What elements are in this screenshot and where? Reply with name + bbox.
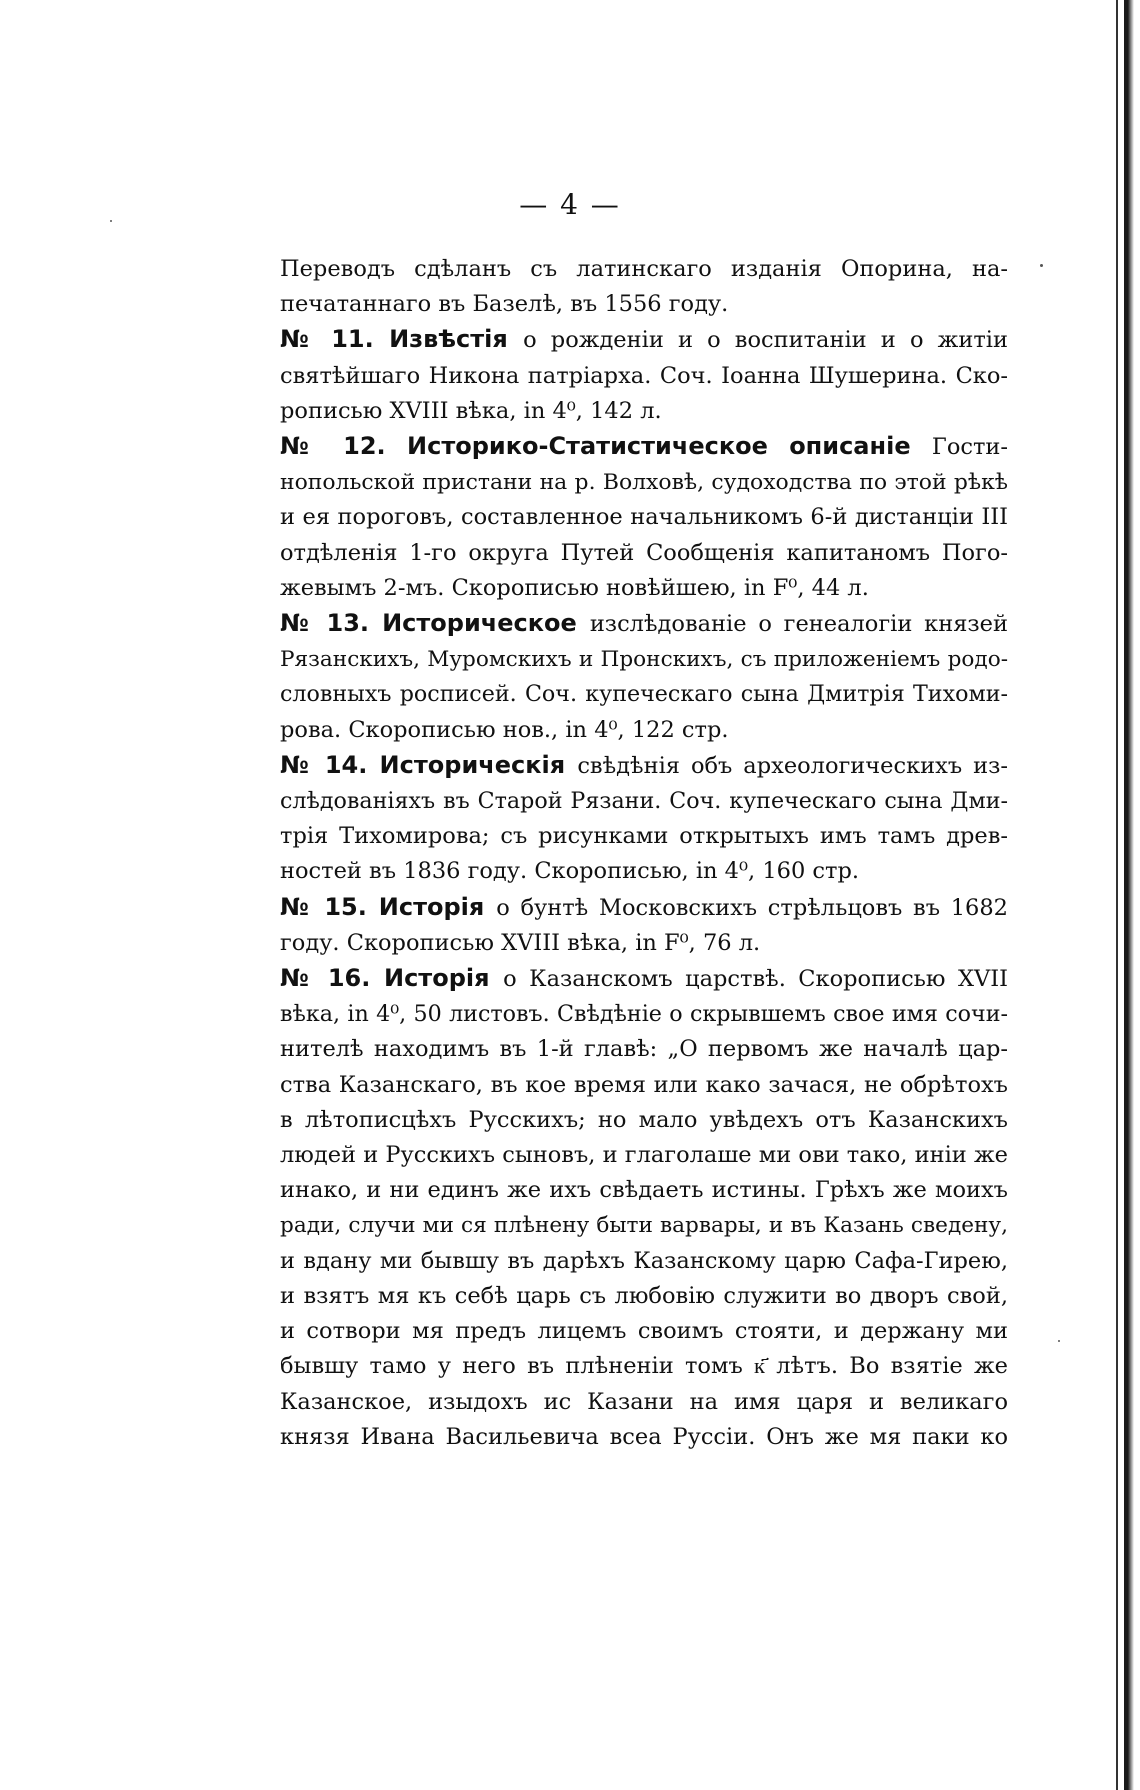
entry-heading: Извѣстія — [389, 325, 524, 354]
text-line — [280, 1385, 1008, 1420]
text-line — [280, 1138, 1008, 1173]
line-text: вѣка, in 4⁰, 50 листовъ. Свѣдѣніе о скрывшемъ свое имя сочи- — [280, 1001, 1008, 1028]
line-text: нопольской пристани на р. Волховѣ, судоходства по этой рѣкѣ — [280, 470, 1008, 496]
line-text: людей и Русскихъ сыновъ, и глаголаше ми ови тако, иніи же — [280, 1142, 1008, 1169]
line-text: в лѣтописцѣхъ Русскихъ; но мало увѣдехъ отъ Казанскихъ — [280, 1106, 1008, 1133]
text-line — [280, 713, 1008, 748]
text-line — [280, 1420, 1008, 1455]
text-line — [280, 252, 1008, 287]
line-text: о Казанскомъ царствѣ. Скорописью XVII — [503, 966, 1008, 993]
entry-heading: Исторія — [383, 964, 504, 993]
entry-number: № 12. — [280, 432, 407, 461]
text-line — [280, 1279, 1008, 1314]
entry-heading: Исторія — [378, 892, 497, 921]
line-text: Рязанскихъ, Муромскихъ и Пронскихъ, съ приложеніемъ родо- — [280, 647, 1008, 673]
text-line — [280, 1103, 1008, 1138]
line-text: свѣдѣнія объ археологическихъ из- — [577, 752, 1008, 779]
text-line — [280, 1068, 1008, 1103]
line-text: и взятъ мя къ себѣ царь съ любовію служити во дворъ свой, — [280, 1282, 1008, 1309]
text-line — [280, 500, 1008, 535]
line-text: и сотвори мя предъ лицемъ своимъ стояти, и держану ми — [280, 1318, 1008, 1345]
line-text: изслѣдованіе о генеалогіи князей — [589, 611, 1008, 638]
text-line — [280, 1314, 1008, 1349]
entry-number: № 15. — [280, 892, 379, 921]
line-text: бывшу тамо у него въ плѣненіи томъ к҃ лѣтъ. Во взятіе же — [280, 1353, 1008, 1380]
line-text: отдѣленія 1-го округа Путей Сообщенія капитаномъ Пого- — [280, 539, 1008, 566]
text-line — [280, 287, 1008, 322]
line-text: рописью XVIII вѣка, in 4⁰, 142 л. — [280, 397, 662, 424]
page-edge-shadow — [1124, 0, 1134, 1790]
entry-number: № 13. — [280, 609, 383, 638]
text-line — [280, 677, 1008, 712]
text-line — [280, 429, 1008, 465]
line-text: святѣйшаго Никона патріарха. Соч. Іоанна Шушерина. Ско- — [280, 362, 1008, 389]
text-line — [280, 1349, 1008, 1384]
text-line — [280, 1032, 1008, 1067]
text-line — [280, 465, 1008, 500]
line-text: словныхъ росписей. Соч. купеческаго сына Дмитрія Тихоми- — [280, 681, 1008, 708]
line-text: нителѣ находимъ въ 1-й главѣ: „О первомъ же началѣ цар- — [280, 1036, 1008, 1063]
line-text: трія Тихомирова; съ рисунками открытыхъ имъ тамъ древ- — [280, 823, 1008, 850]
text-line — [280, 961, 1008, 997]
print-speck — [1040, 264, 1043, 267]
line-text: рова. Скорописью нов., in 4⁰, 122 стр. — [280, 716, 729, 743]
text-line — [280, 571, 1008, 606]
line-text: и вдану ми бывшу въ дарѣхъ Казанскому царю Сафа-Гирею, — [280, 1247, 1008, 1274]
line-text: и ея пороговъ, составленное начальникомъ 6-й дистанціи III — [280, 504, 1008, 531]
entry-number: № 14. — [280, 750, 380, 779]
page-edge-line — [1116, 0, 1118, 1790]
line-text: о бунтѣ Московскихъ стрѣльцовъ въ 1682 — [496, 894, 1008, 921]
text-line — [280, 1173, 1008, 1208]
line-text: инако, и ни единъ же ихъ свѣдаеть истины. Грѣхъ же моихъ — [280, 1177, 1008, 1204]
line-text: ностей въ 1836 году. Скорописью, in 4⁰, 160 стр. — [280, 858, 860, 885]
line-text: Гости- — [931, 434, 1008, 461]
line-text: о рожденіи и о воспитаніи и о житіи — [523, 327, 1008, 354]
document-body — [280, 252, 1008, 1455]
text-line — [280, 359, 1008, 394]
line-text: ради, случи ми ся плѣнену быти варвары, и въ Казань сведену, — [280, 1213, 1008, 1239]
line-text: году. Скорописью XVIII вѣка, in F⁰, 76 л. — [280, 929, 761, 956]
entry-heading: Историческое — [382, 609, 590, 638]
entry-heading: Историческія — [379, 750, 578, 779]
text-line — [280, 606, 1008, 642]
text-line — [280, 394, 1008, 429]
text-line — [280, 1208, 1008, 1243]
entry-number: № 16. — [280, 964, 384, 993]
text-line — [280, 997, 1008, 1032]
page-number: — 4 — — [519, 188, 621, 221]
line-text: князя Ивана Васильевича всеа Руссіи. Онъ же мя паки ко — [280, 1423, 1008, 1450]
line-text: печатаннаго въ Базелѣ, въ 1556 году. — [280, 291, 729, 318]
line-text: жевымъ 2-мъ. Скорописью новѣйшею, in F⁰, 44 л. — [280, 574, 869, 601]
line-text: ства Казанскаго, въ кое время или како зачася, не обрѣтохъ — [280, 1071, 1008, 1098]
entry-heading: Историко-Статистическое описаніе — [407, 432, 932, 461]
text-line — [280, 926, 1008, 961]
text-line — [280, 322, 1008, 358]
text-line — [280, 819, 1008, 854]
text-line — [280, 1244, 1008, 1279]
print-speck — [1058, 1340, 1060, 1342]
line-text: Переводъ сдѣланъ съ латинскаго изданія Опорина, на- — [280, 256, 1008, 282]
line-text: слѣдованіяхъ въ Старой Рязани. Соч. купеческаго сына Дми- — [280, 788, 1008, 815]
text-line — [280, 536, 1008, 571]
line-text: Казанское, изыдохъ ис Казани на имя царя и великаго — [280, 1388, 1008, 1415]
entry-number: № 11. — [280, 325, 390, 354]
text-line — [280, 748, 1008, 784]
text-line — [280, 854, 1008, 889]
text-line — [280, 642, 1008, 677]
text-line — [280, 890, 1008, 926]
text-line — [280, 784, 1008, 819]
